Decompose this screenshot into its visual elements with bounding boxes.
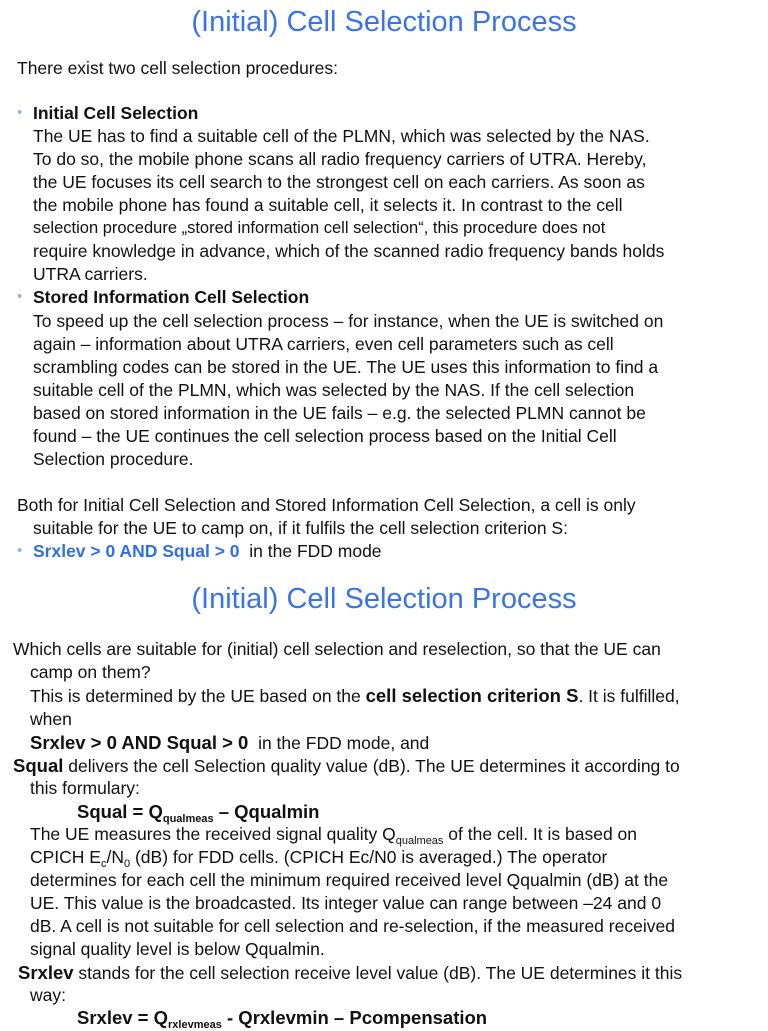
bullet-icon: •: [17, 288, 23, 305]
question-text: camp on them?: [30, 662, 151, 682]
item2-line: based on stored information in the UE fails – e.g. the selected PLMN cannot be: [33, 403, 646, 423]
bullet-icon: •: [17, 542, 23, 559]
formula-rhs: – Qqualmin: [213, 801, 320, 822]
squal-term: Squal: [13, 755, 64, 776]
cpich-post: (dB) for FDD cells. (CPICH Ec/N0 is averaged.) The operator: [130, 847, 608, 867]
item2-line: To speed up the cell selection process – for instance, when the UE is switched on: [33, 311, 664, 331]
cpich-text: [30, 846, 607, 869]
body-line: signal quality level is below Qqualmin.: [30, 939, 325, 959]
item1-line: selection procedure „stored information cell selection“, this procedure does not: [33, 219, 606, 237]
item2-heading: Stored Information Cell Selection: [33, 287, 310, 307]
srxlev-text: [18, 961, 682, 985]
formula-subscript: qualmeas: [162, 813, 214, 825]
criterion-formula: Srxlev > 0 AND Squal > 0: [30, 732, 249, 753]
criterion-formula: Srxlev > 0 AND Squal > 0: [33, 541, 240, 561]
both-text: Both for Initial Cell Selection and Stored Information Cell Selection, a cell is only: [17, 495, 636, 515]
determined-text: when: [30, 709, 72, 729]
criterion-s-term: cell selection criterion S: [365, 685, 579, 706]
cpich-subscript: c: [100, 858, 107, 870]
determined-pre: This is determined by the UE based on the: [30, 686, 366, 706]
formula-subscript: rxlevmeas: [168, 1019, 222, 1031]
slide-title: (Initial) Cell Selection Process: [191, 583, 577, 615]
srxlev-text: way:: [30, 985, 66, 1005]
determined-text: [30, 684, 680, 708]
both-text: suitable for the UE to camp on, if it fulfils the cell selection criterion S:: [33, 518, 568, 538]
srxlev-formula: [77, 1006, 487, 1029]
criterion-line: [33, 540, 382, 563]
squal-text: this formulary:: [30, 778, 140, 798]
bullet-icon: •: [17, 104, 23, 121]
question-text: Which cells are suitable for (initial) cell selection and reselection, so that the UE can: [13, 639, 661, 659]
squal-desc: delivers the cell Selection quality value (dB). The UE determines it according to: [63, 756, 680, 776]
slide-2: [0, 575, 768, 1031]
item1-heading: Initial Cell Selection: [33, 103, 199, 123]
item2-line: scrambling codes can be stored in the UE. The UE uses this information to find a: [33, 357, 659, 377]
measure-text: [30, 823, 637, 846]
item1-line: UTRA carriers.: [33, 264, 148, 284]
criterion-line: [30, 731, 429, 755]
item1-line: require knowledge in advance, which of the scanned radio frequency bands holds: [33, 241, 665, 261]
formula-lhs: Srxlev = Q: [77, 1007, 169, 1028]
item1-line: the UE focuses its cell search to the strongest cell on each carriers. As soon as: [33, 172, 645, 192]
formula-lhs: Squal = Q: [77, 801, 163, 822]
determined-post: . It is fulfilled,: [578, 686, 680, 706]
item1-line: The UE has to find a suitable cell of the PLMN, which was selected by the NAS.: [33, 126, 650, 146]
squal-text: [13, 754, 680, 778]
measure-subscript: qualmeas: [395, 835, 444, 847]
item1-line: To do so, the mobile phone scans all radio frequency carriers of UTRA. Hereby,: [33, 149, 647, 169]
srxlev-desc: stands for the cell selection receive level value (dB). The UE determines it this: [73, 963, 683, 983]
item2-line: Selection procedure.: [33, 449, 194, 469]
item2-line: suitable cell of the PLMN, which was selected by the NAS. If the cell selection: [33, 380, 635, 400]
srxlev-term: Srxlev: [18, 962, 74, 983]
item1-line: the mobile phone has found a suitable cell, it selects it. In contrast to the cell: [33, 195, 623, 215]
cpich-subscript: 0: [123, 858, 131, 870]
squal-formula: [77, 800, 319, 823]
item2-line: again – information about UTRA carriers, even cell parameters such as cell: [33, 334, 614, 354]
body-line: determines for each cell the minimum required received level Qqualmin (dB) at the: [30, 870, 669, 890]
formula-rhs: - Qrxlevmin – Pcompensation: [221, 1007, 488, 1028]
cpich-mid: /N: [106, 847, 124, 867]
measure-pre: The UE measures the received signal quality Q: [30, 824, 396, 844]
cpich-pre: CPICH E: [30, 847, 101, 867]
slide-title: (Initial) Cell Selection Process: [191, 6, 577, 38]
criterion-mode: in the FDD mode, and: [258, 733, 430, 753]
intro-text: There exist two cell selection procedures:: [17, 58, 338, 78]
measure-post: of the cell. It is based on: [443, 824, 638, 844]
body-line: dB. A cell is not suitable for cell selection and re-selection, if the measured received: [30, 916, 675, 936]
criterion-mode: in the FDD mode: [249, 541, 382, 561]
item2-line: found – the UE continues the cell selection process based on the Initial Cell: [33, 426, 617, 446]
body-line: UE. This value is the broadcasted. Its integer value can range between –24 and 0: [30, 893, 662, 913]
